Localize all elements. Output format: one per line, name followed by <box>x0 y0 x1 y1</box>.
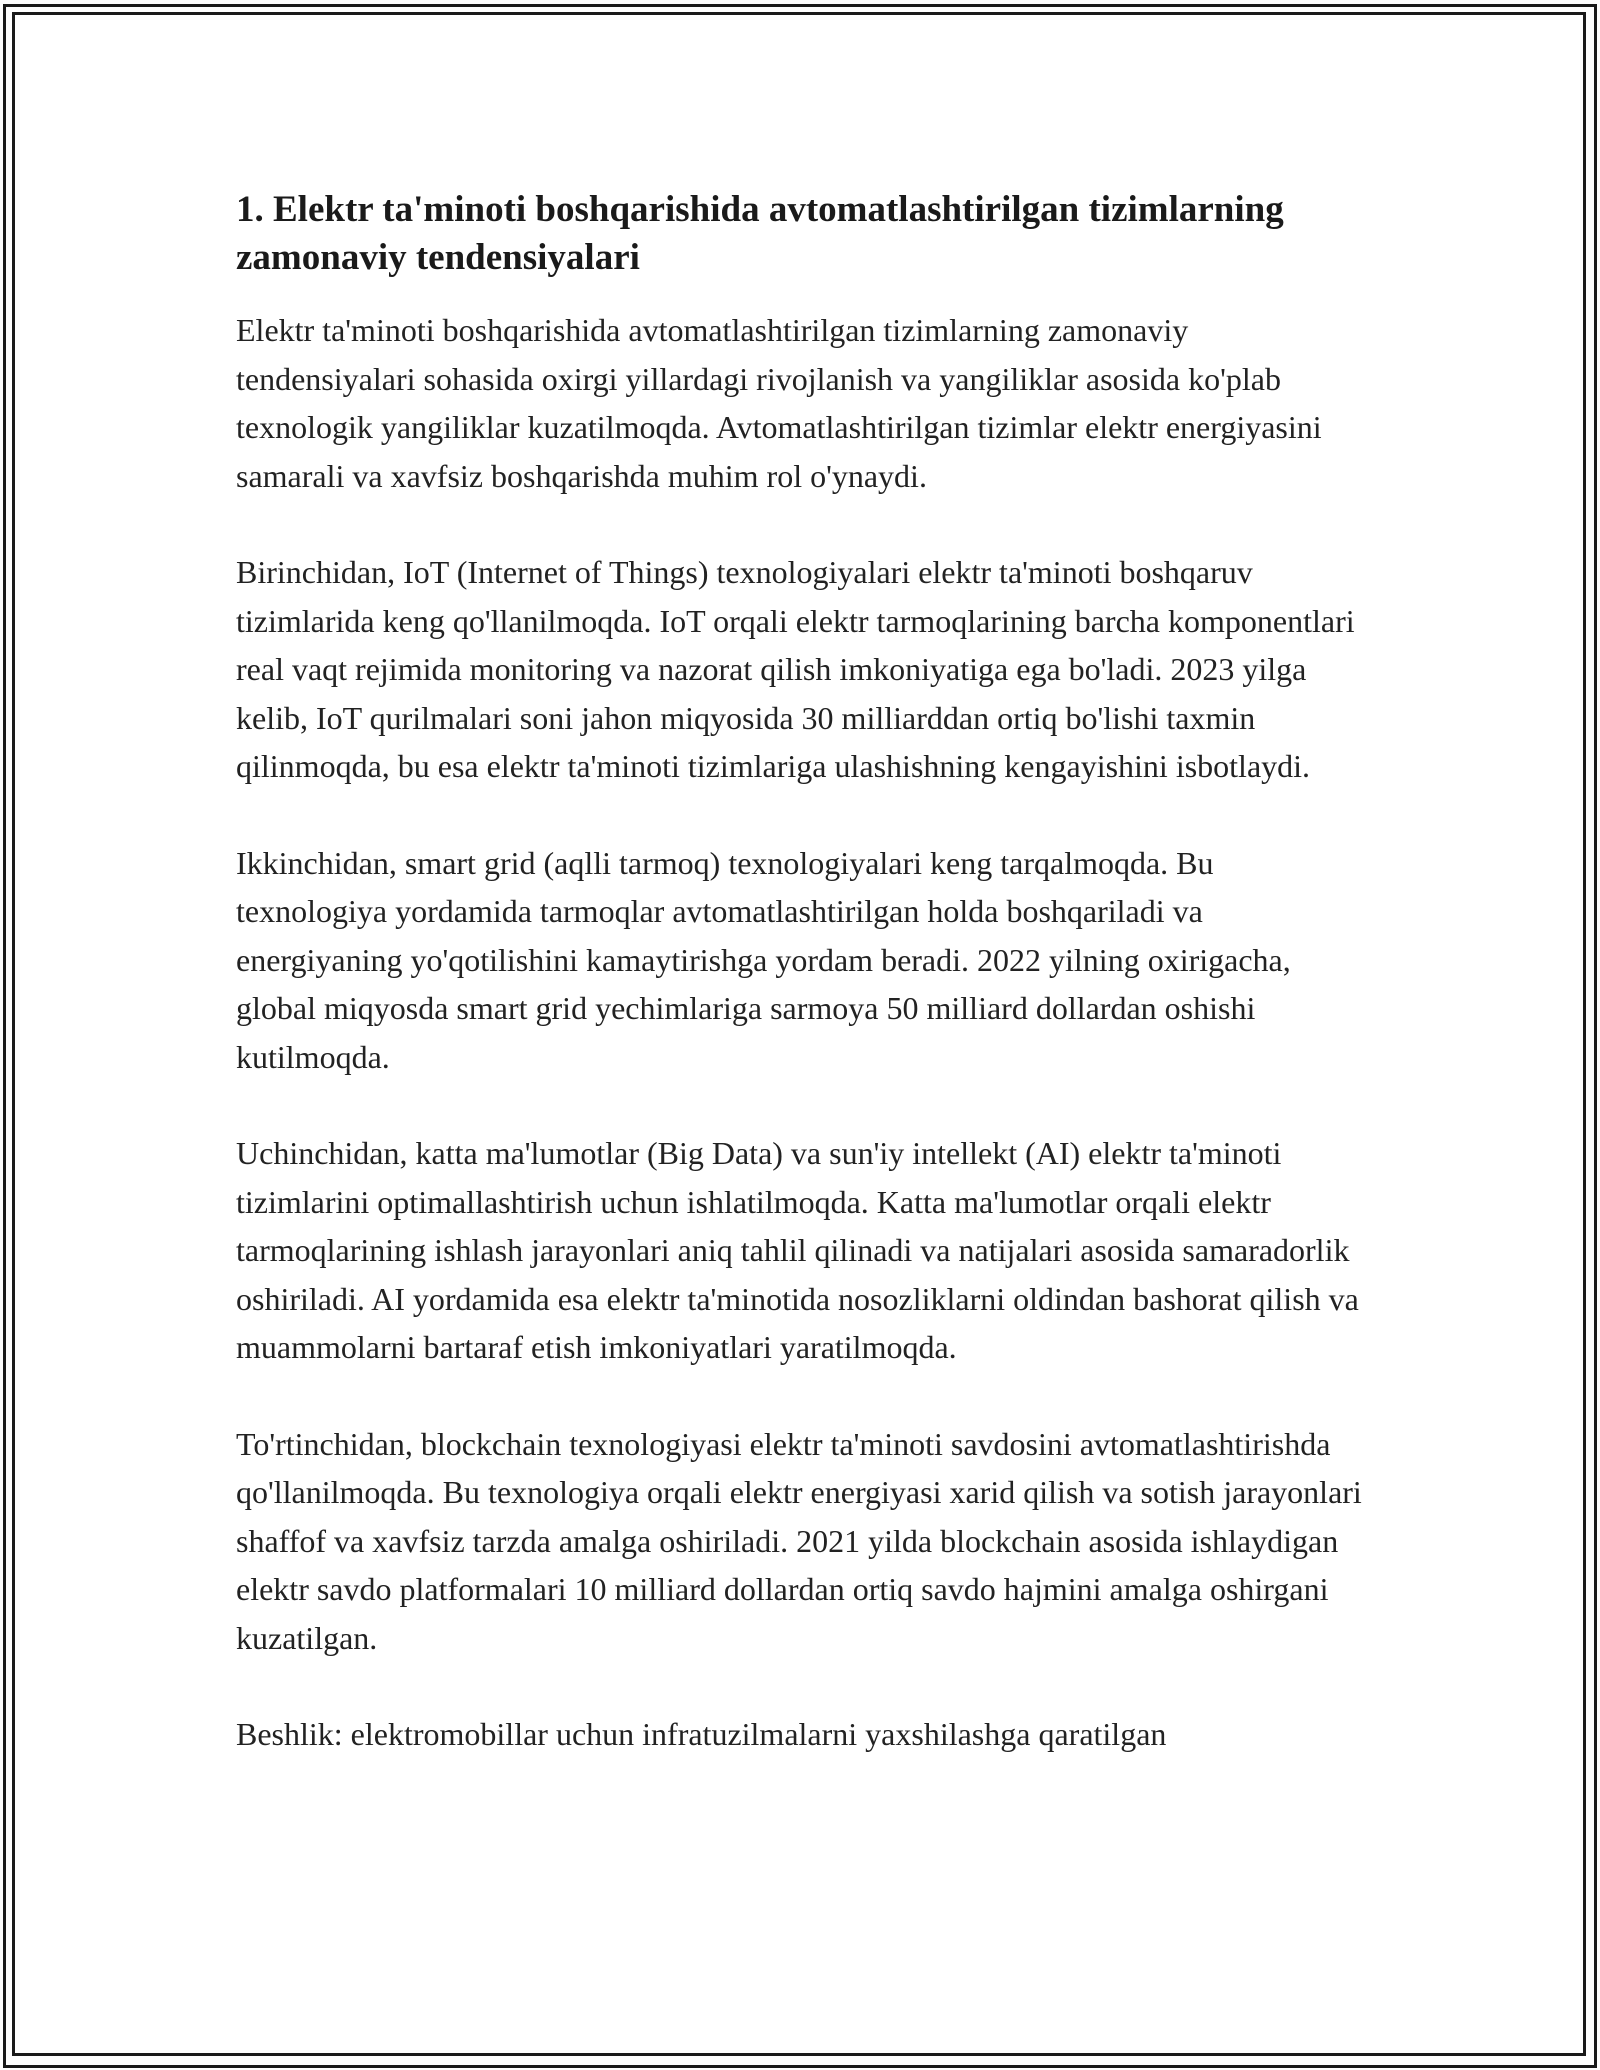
paragraph-intro: Elektr ta'minoti boshqarishida avtomatlashtirilgan tizimlarning zamonaviy tendensiyalari sohasida oxirgi yillardagi rivojlanish va yangiliklar asosida ko'plab texnologik yangiliklar kuzatilmoqda. Avtomatlashtirilgan tizimlar elektr energiyasini samarali va xavfsiz boshqarishda muhim rol o'ynaydi. <box>236 312 1322 494</box>
paragraph-smart-grid: Ikkinchidan, smart grid (aqlli tarmoq) texnologiyalari keng tarqalmoqda. Bu texnologiya yordamida tarmoqlar avtomatlashtirilgan holda boshqariladi va energiyaning yo'qotilishini kamaytirishga yordam beradi. 2022 yilning oxirigacha, global miqyosda smart grid yechimlariga sarmoya 50 milliard dollardan oshishi kutilmoqda. <box>236 844 1291 1075</box>
paragraph-big-data-ai: Uchinchidan, katta ma'lumotlar (Big Data) va sun'iy intellekt (AI) elektr ta'minoti tizimlarini optimallashtirish uchun ishlatilmoqda. Katta ma'lumotlar orqali elektr tarmoqlarining ishlash jarayonlari aniq tahlil qilinadi va natijalari asosida samaradorlik oshiriladi. AI yordamida esa elektr ta'minotida nosozliklarni oldindan bashorat qilish va muammolarni bartaraf etish imkoniyatlari yaratilmoqda. <box>236 1135 1359 1365</box>
document-body <box>236 186 1366 1807</box>
paragraph-iot: Birinchidan, IoT (Internet of Things) texnologiyalari elektr ta'minoti boshqaruv tizimlarida keng qo'llanilmoqda. IoT orqali elektr tarmoqlarining barcha komponentlari real vaqt rejimida monitoring va nazorat qilish imkoniyatiga ega bo'ladi. 2023 yilga kelib, IoT qurilmalari soni jahon miqyosida 30 milliarddan ortiq bo'lishi taxmin qilinmoqda, bu esa elektr ta'minoti tizimlariga ulashishning kengayishini isbotlaydi. <box>236 554 1355 784</box>
paragraph-electromobiles: Beshlik: elektromobillar uchun infratuzilmalarni yaxshilashga qaratilgan <box>236 1716 1167 1752</box>
section-heading: 1. Elektr ta'minoti boshqarishida avtomatlashtirilgan tizimlarning zamonaviy tendensiyalari <box>236 189 1284 278</box>
paragraph-blockchain: To'rtinchidan, blockchain texnologiyasi elektr ta'minoti savdosini avtomatlashtirishda qo'llanilmoqda. Bu texnologiya orqali elektr energiyasi xarid qilish va sotish jarayonlari shaffof va xavfsiz tarzda amalga oshiriladi. 2021 yilda blockchain asosida ishlaydigan elektr savdo platformalari 10 milliard dollardan ortiq savdo hajmini amalga oshirgani kuzatilgan. <box>236 1425 1362 1656</box>
